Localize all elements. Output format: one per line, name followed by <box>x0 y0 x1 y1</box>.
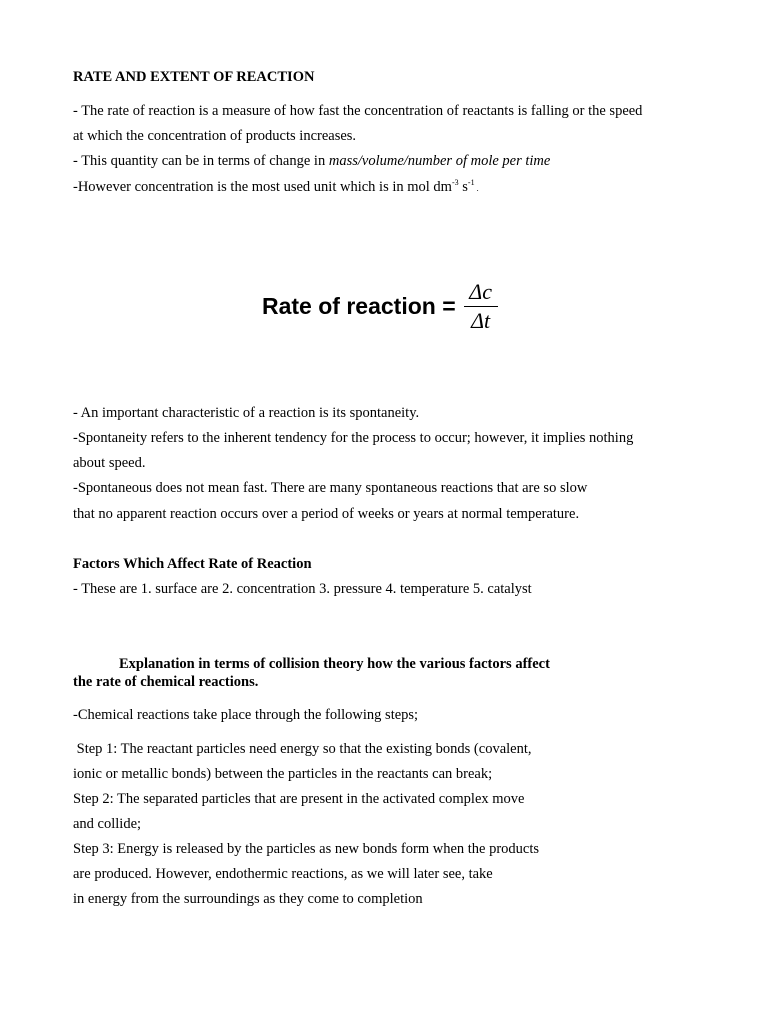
formula-denominator: Δt <box>471 307 491 333</box>
spontaneity-line-2: -Spontaneity refers to the inherent tendency for the process to occur; however, it implies nothing <box>73 430 634 446</box>
formula-label: Rate of reaction = <box>262 292 456 319</box>
formula-fraction <box>464 280 498 333</box>
intro-line-3-text: - This quantity can be in terms of change in <box>73 153 329 169</box>
factors-list: - These are 1. surface are 2. concentration 3. pressure 4. temperature 5. catalyst <box>73 581 532 597</box>
step-3-line-2: are produced. However, endothermic reactions, as we will later see, take <box>73 866 493 882</box>
intro-line-4 <box>73 178 479 198</box>
intro-line-1: - The rate of reaction is a measure of how fast the concentration of reactants is falling or the speed <box>73 103 643 119</box>
explanation-heading-line-2: the rate of chemical reactions. <box>73 674 259 690</box>
step-3-line-3: in energy from the surroundings as they come to completion <box>73 891 423 907</box>
spontaneity-line-4: -Spontaneous does not mean fast. There are many spontaneous reactions that are so slow <box>73 480 588 496</box>
explanation-heading-line-1: Explanation in terms of collision theory how the various factors affect <box>119 656 550 672</box>
spontaneity-line-3: about speed. <box>73 455 146 471</box>
intro-line-3 <box>73 152 550 170</box>
step-3-line-1: Step 3: Energy is released by the particles as new bonds form when the products <box>73 841 540 857</box>
unit-superscript-2: -1 <box>467 178 475 187</box>
steps-intro: -Chemical reactions take place through the following steps; <box>73 707 419 723</box>
intro-line-2: at which the concentration of products increases. <box>73 128 357 144</box>
formula-numerator: Δc <box>469 278 492 304</box>
step-1-line-1: Step 1: The reactant particles need energy so that the existing bonds (covalent, <box>73 741 532 757</box>
step-2-line-2: and collide; <box>73 816 142 832</box>
step-1-line-2: ionic or metallic bonds) between the particles in the reactants can break; <box>73 766 493 782</box>
spontaneity-line-1: - An important characteristic of a reaction is its spontaneity. <box>73 405 420 421</box>
unit-text-s: s <box>458 179 468 195</box>
intro-line-3-italic: mass/volume/number of mole per time <box>328 153 551 169</box>
fraction-bar <box>464 306 498 307</box>
rate-formula <box>262 276 498 336</box>
step-2-line-1: Step 2: The separated particles that are present in the activated complex move <box>73 791 525 807</box>
factors-heading: Factors Which Affect Rate of Reaction <box>73 556 312 572</box>
spontaneity-line-5: that no apparent reaction occurs over a period of weeks or years at normal temperature. <box>73 506 580 522</box>
unit-tail: . <box>474 184 479 193</box>
section-heading: RATE AND EXTENT OF REACTION <box>73 69 315 85</box>
unit-text: -However concentration is the most used unit which is in mol dm <box>73 179 452 195</box>
unit-superscript-1: -3 <box>451 178 459 187</box>
